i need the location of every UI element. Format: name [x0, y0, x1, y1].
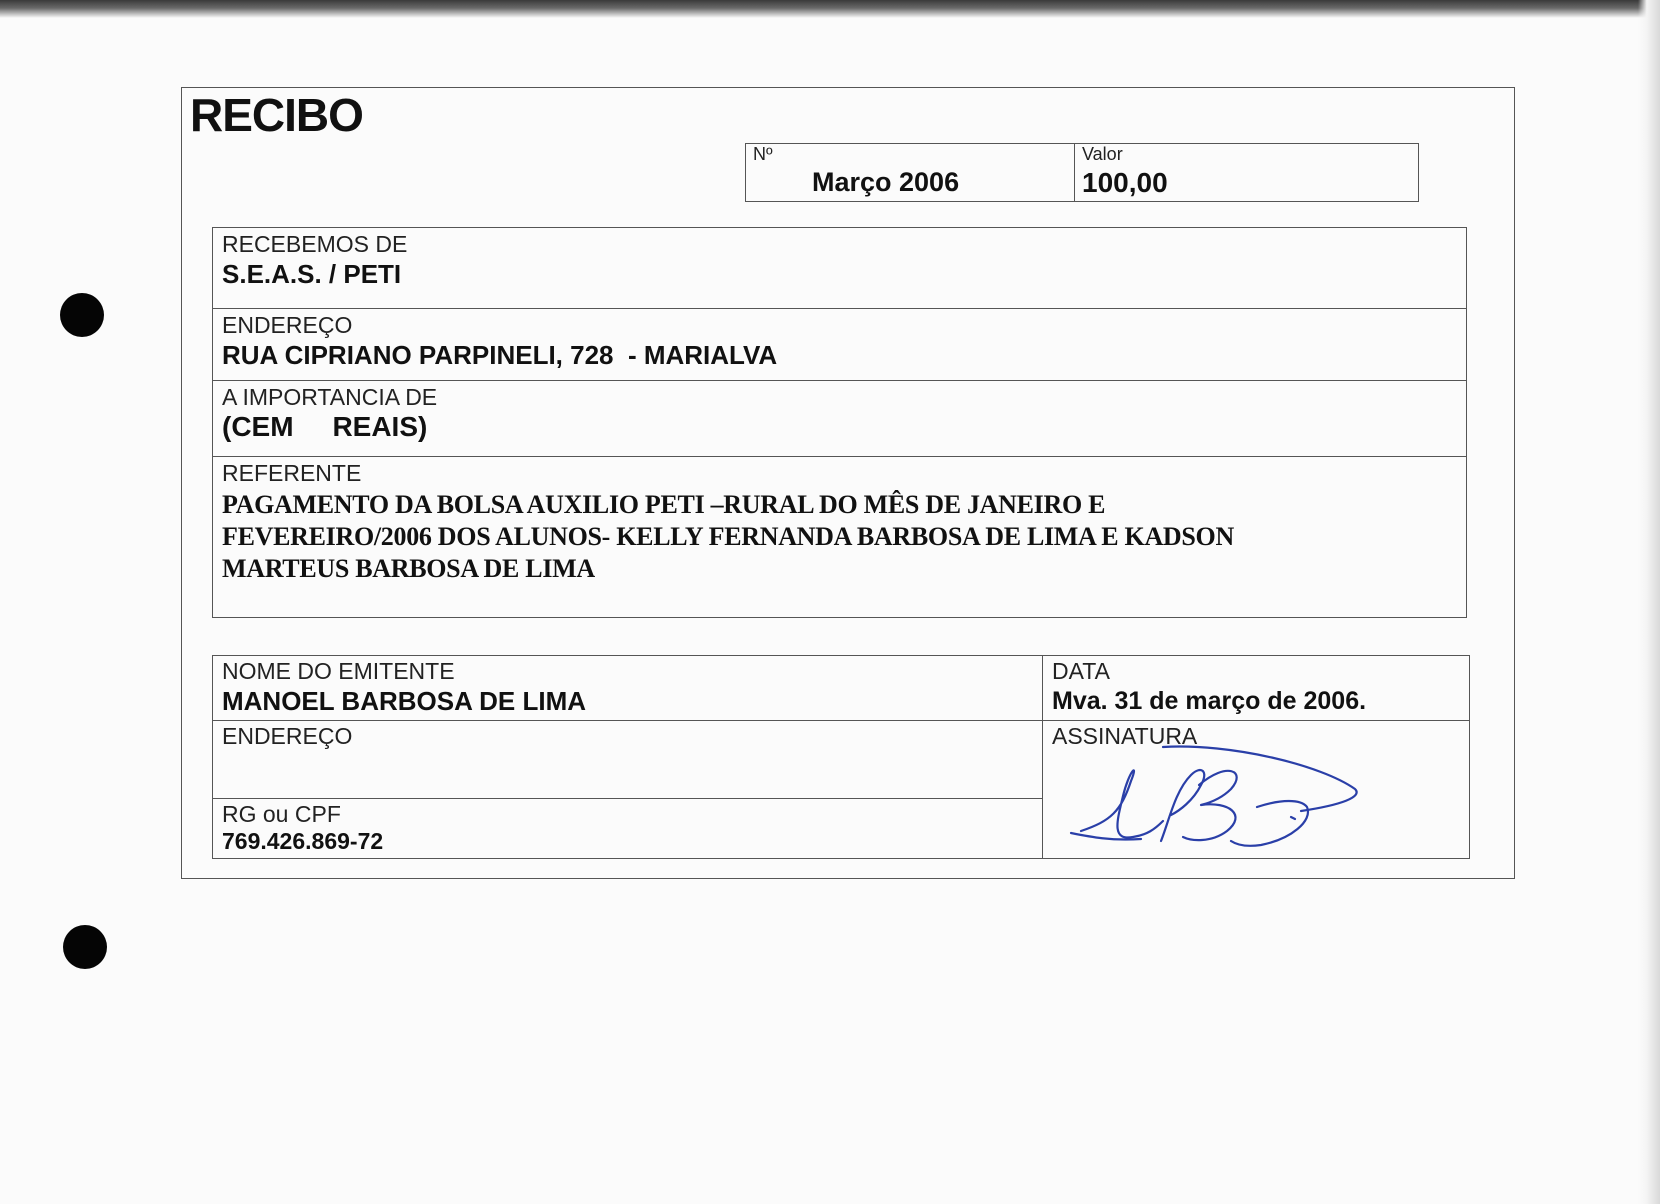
reference-value: PAGAMENTO DA BOLSA AUXILIO PETI –RURAL DO MÊS DE JANEIRO E FEVEREIRO/2006 DOS ALUNOS- KELLY FERNANDA BARBOSA DE LIMA E KADSON MARTEUS BARBOSA DE LIMA [222, 490, 1234, 583]
value-box [1074, 143, 1419, 202]
date-value: Mva. 31 de março de 2006. [1052, 687, 1367, 715]
issuer-name-value: MANOEL BARBOSA DE LIMA [222, 686, 586, 716]
date-label: DATA [1052, 658, 1110, 684]
signature-label: ASSINATURA [1052, 723, 1198, 749]
scan-right-edge [1638, 0, 1660, 1204]
receipt-form [181, 87, 1515, 879]
payer-address-row [213, 309, 1466, 381]
reference-row [213, 457, 1466, 617]
handwritten-signature [1051, 741, 1371, 861]
issuer-name-label: NOME DO EMITENTE [222, 658, 455, 684]
signature-strokes [1071, 747, 1357, 846]
received-from-value: S.E.A.S. / PETI [222, 259, 402, 289]
number-box [745, 143, 1074, 202]
amount-words-row [213, 381, 1466, 457]
id-document-label: RG ou CPF [222, 801, 341, 827]
amount-words-label: A IMPORTANCIA DE [222, 384, 438, 410]
punch-hole-top [60, 293, 104, 337]
payer-section [212, 227, 1467, 618]
scan-top-edge [0, 0, 1660, 18]
date-cell [1043, 656, 1469, 721]
issuer-section [212, 655, 1470, 859]
reference-label: REFERENTE [222, 460, 362, 486]
received-from-label: RECEBEMOS DE [222, 231, 408, 257]
amount-words-value: (CEM REAIS) [222, 411, 428, 442]
value-amount: 100,00 [1082, 167, 1168, 198]
issuer-address-cell [213, 721, 1043, 799]
number-value: Março 2006 [812, 167, 960, 197]
id-document-cell [213, 799, 1043, 858]
signature-cell [1043, 721, 1469, 858]
payer-address-label: ENDEREÇO [222, 312, 353, 338]
number-label: Nº [753, 144, 773, 164]
value-label: Valor [1082, 144, 1123, 164]
issuer-address-label: ENDEREÇO [222, 723, 353, 749]
received-from-row [213, 228, 1466, 309]
receipt-title: RECIBO [190, 89, 363, 141]
payer-address-value: RUA CIPRIANO PARPINELI, 728 - MARIALVA [222, 340, 778, 370]
punch-hole-bottom [63, 925, 107, 969]
id-document-value: 769.426.869-72 [222, 828, 384, 854]
issuer-name-cell [213, 656, 1043, 721]
